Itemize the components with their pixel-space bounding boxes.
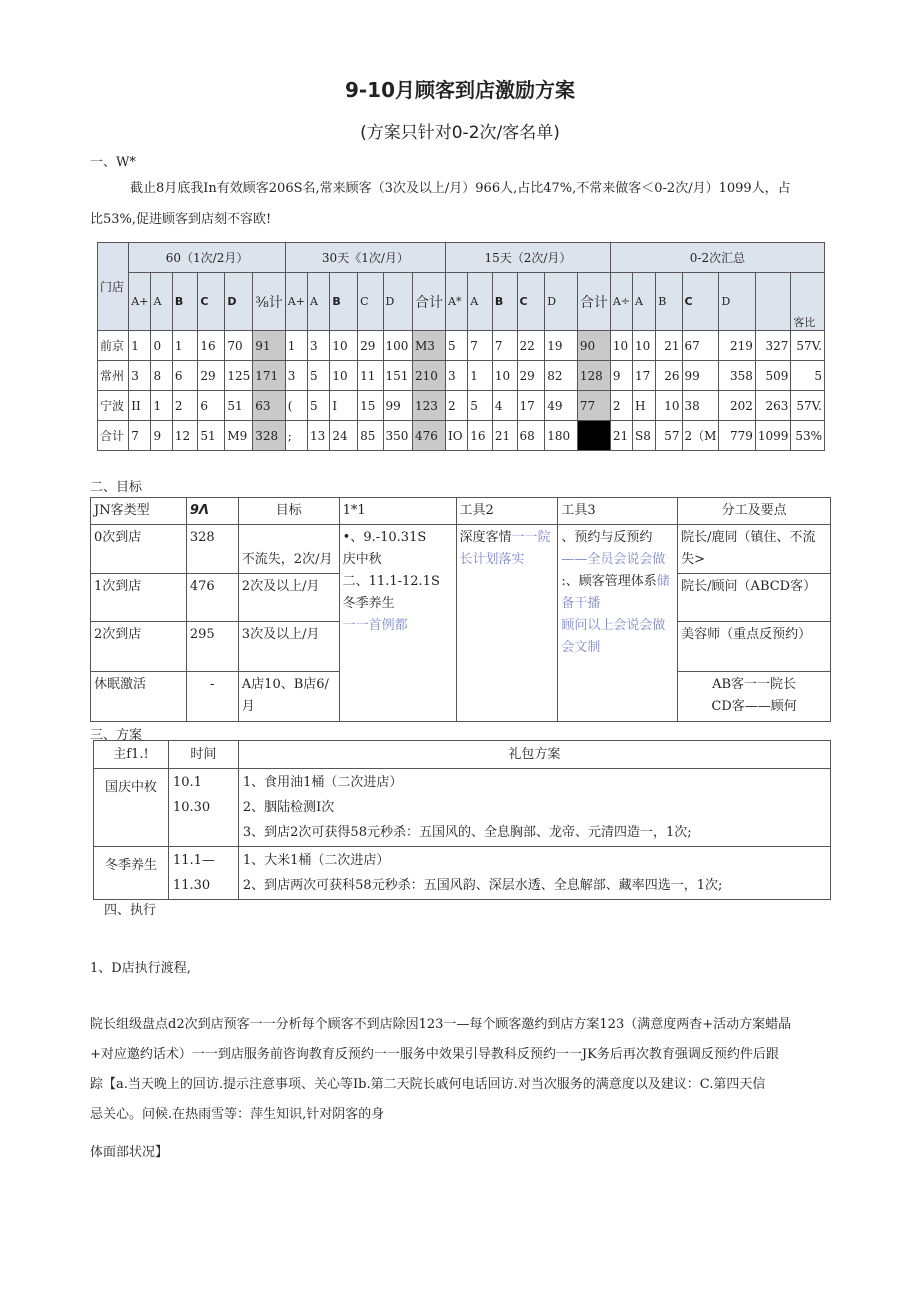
stats-cell: 51 (198, 421, 225, 451)
plan-item: 2、到店两次可获科58元秒杀：五国风韵、深层水透、全息解部、藏率四选一，1次; (242, 878, 723, 893)
stats-cell: 779 (719, 421, 755, 451)
exec-last-line: 体面部状况】 (90, 1145, 169, 1160)
stats-cell: 51 (225, 391, 253, 421)
stats-cell: 63 (253, 391, 286, 421)
col-header: B (656, 273, 682, 331)
stats-cell: 100 (383, 331, 413, 361)
goal-col-header: 分工及要点 (678, 498, 831, 525)
stats-cell: ; (285, 421, 307, 451)
stats-cell: 5 (307, 391, 329, 421)
col-header: A (633, 273, 656, 331)
page-title: 9-10月顾客到店激励方案 (344, 78, 576, 102)
stats-cell: 202 (719, 391, 755, 421)
stats-cell: 49 (545, 391, 578, 421)
col-header: C (198, 273, 225, 331)
stats-cell: 210 (413, 361, 446, 391)
col-header (755, 273, 791, 331)
stats-cell: 99 (682, 361, 719, 391)
stats-cell: 16 (198, 331, 225, 361)
col-header: A* (446, 273, 468, 331)
exec-line: 踪【a.当天晚上的回访.提示注意事项、关心等Ib.第二天院长戚何电话回访.对当次服务的满意度以及建议：C.第四天信 (90, 1077, 766, 1092)
stats-cell: 22 (517, 331, 545, 361)
plan-items (238, 847, 830, 900)
plan-theme: 国庆中枚 (94, 769, 169, 847)
stats-cell: ( (285, 391, 307, 421)
stats-cell: 509 (755, 361, 791, 391)
stats-cell: 38 (682, 391, 719, 421)
stats-cell: 12 (172, 421, 197, 451)
plan-item: 1、食用油1桶（二次进店） (242, 775, 403, 790)
stats-cell: 1 (129, 331, 151, 361)
store-name: 常州 (98, 361, 129, 391)
goal-col-header: 1*1 (339, 498, 456, 525)
plan-time-line: 10.30 (172, 800, 211, 815)
stats-cell: 1 (468, 361, 493, 391)
goal-target: 2次及以上/月 (238, 574, 339, 622)
col-header: D (719, 273, 755, 331)
col-header: B (492, 273, 517, 331)
intro-paragraph-line1: 截止8月底我In有效顾客206S名,常来顾客（3次及以上/月）966人,占比47%,不常来做客＜0-2次/月）1099人，占 (130, 181, 791, 196)
col-header: B (330, 273, 358, 331)
section-heading-1: 一、W* (90, 155, 136, 170)
stats-cell: M9 (225, 421, 253, 451)
goal-type: 休眠激活 (91, 672, 187, 722)
stats-cell: 3 (129, 361, 151, 391)
plan-item: 2、胭陆检测I次 (242, 800, 335, 815)
exec-paragraph (90, 1010, 830, 1130)
plan-item: 1、大米1桶（二次进店） (242, 853, 390, 868)
stats-cell: IO (446, 421, 468, 451)
stats-cell: 327 (755, 331, 791, 361)
tool3-line: 、预约与反预约 (561, 530, 653, 545)
stats-cell: 19 (545, 331, 578, 361)
stats-cell: 10 (633, 331, 656, 361)
col-header: A (307, 273, 329, 331)
col-header: D (225, 273, 253, 331)
stats-cell: S8 (633, 421, 656, 451)
section-heading-4: 四、执行 (104, 903, 157, 918)
stats-cell: 21 (610, 421, 632, 451)
stats-cell: 53% (791, 421, 825, 451)
goal-col-header: JN客类型 (91, 498, 187, 525)
goal-target: A店10、B店6/月 (238, 672, 339, 722)
store-name: 前京 (98, 331, 129, 361)
stats-cell: 21 (492, 421, 517, 451)
plan-col-header: 礼包方案 (238, 741, 830, 769)
plan-time-line: 11.30 (172, 878, 211, 893)
col-header: D (383, 273, 413, 331)
goal-num: - (186, 672, 238, 722)
stats-cell: 350 (383, 421, 413, 451)
stats-cell: 476 (413, 421, 446, 451)
plan-time (168, 769, 238, 847)
stats-cell: 9 (610, 361, 632, 391)
stats-cell: 21 (656, 331, 682, 361)
stats-cell: 7 (468, 331, 493, 361)
goal-type: 2次到店 (91, 622, 187, 672)
stats-cell: 17 (633, 361, 656, 391)
page-subtitle: (方案只针对0-2次/客名单) (360, 123, 560, 143)
plan-item: 3、到店2次可获得58元秒杀：五国风的、全息胸部、龙帝、元清四造一，1次; (242, 825, 692, 840)
stats-row (98, 331, 825, 361)
stats-cell: 5 (791, 361, 825, 391)
col-header: C (358, 273, 383, 331)
stats-cell: 57V. (791, 391, 825, 421)
col-header: B (172, 273, 197, 331)
col-header: C (682, 273, 719, 331)
stats-cell: 57 (656, 421, 682, 451)
col-header: 合计 (577, 273, 610, 331)
tool1-line: 一一首例都 (342, 618, 408, 633)
tool2-blue-text: 一一院长计划落实 (459, 530, 551, 567)
stats-cell: 128 (577, 361, 610, 391)
stats-cell: 2 (610, 391, 632, 421)
plan-time-line: 10.1 (172, 775, 202, 790)
stats-cell: 26 (656, 361, 682, 391)
goal-duty: 美容师（重点反预约） (678, 622, 831, 672)
plan-col-header: 主f1.! (94, 741, 169, 769)
stats-cell: 82 (545, 361, 578, 391)
stats-cell: 3 (446, 361, 468, 391)
section-heading-3: 三、方案 (90, 728, 143, 743)
stats-cell: 3 (307, 331, 329, 361)
stats-cell: 123 (413, 391, 446, 421)
stats-cell: 4 (492, 391, 517, 421)
stats-row (98, 361, 825, 391)
goal-duty (678, 672, 831, 722)
stats-cell: 1 (172, 331, 197, 361)
stats-cell: 9 (151, 421, 172, 451)
stats-cell: 8 (151, 361, 172, 391)
stats-cell: 85 (358, 421, 383, 451)
stats-cell: 77 (577, 391, 610, 421)
plan-table (93, 740, 831, 900)
col-header: 合计 (413, 273, 446, 331)
stats-cell: 1 (285, 331, 307, 361)
store-header: 门店 (98, 243, 129, 331)
duty-line: CD客——顾何 (711, 699, 797, 714)
tool3-line: 顾问以上会说会做会文制 (561, 618, 666, 655)
stats-cell: I (330, 391, 358, 421)
goal-duty: 院长/鹿同（镇住、不流失> (678, 525, 831, 574)
goal-tool1 (339, 525, 456, 722)
stats-cell: 11 (358, 361, 383, 391)
stats-cell: 358 (719, 361, 755, 391)
goal-col-header: 工具3 (558, 498, 678, 525)
stats-cell: 10 (610, 331, 632, 361)
stats-cell: 10 (492, 361, 517, 391)
stats-row (98, 391, 825, 421)
stats-cell: 2 (172, 391, 197, 421)
goal-col-header: 目标 (238, 498, 339, 525)
goal-tool2 (456, 525, 558, 722)
tool3-blue-text: 储备干播 (561, 574, 670, 611)
stats-cell: 68 (517, 421, 545, 451)
tool2-text: 深度客情 (459, 530, 512, 545)
tool1-line: 冬季养生 (342, 596, 395, 611)
col-header: 客比 (791, 273, 825, 331)
col-header: A (151, 273, 172, 331)
stats-cell (577, 421, 610, 451)
stats-cell: 29 (358, 331, 383, 361)
exec-subheading: 1、D店执行渡程, (90, 961, 191, 976)
stats-cell: 29 (198, 361, 225, 391)
goal-target: 不流失，2次/月 (238, 525, 339, 574)
stats-cell: 6 (172, 361, 197, 391)
goal-num: 295 (186, 622, 238, 672)
stats-cell: 171 (253, 361, 286, 391)
tool3-line (561, 571, 674, 615)
stats-cell: M3 (413, 331, 446, 361)
goal-num: 328 (186, 525, 238, 574)
group-header: 30天《1次/月） (285, 243, 445, 273)
goal-type: 0次到店 (91, 525, 187, 574)
goal-tool3 (558, 525, 678, 722)
plan-theme: 冬季养生 (94, 847, 169, 900)
goal-num: 476 (186, 574, 238, 622)
col-header: A (468, 273, 493, 331)
goal-duty: 院长/顾问（ABCD客） (678, 574, 831, 622)
stats-cell: 16 (468, 421, 493, 451)
stats-cell: 5 (468, 391, 493, 421)
stats-cell: 328 (253, 421, 286, 451)
tool1-line: •、9.-10.31S (342, 530, 427, 545)
col-header: A+ (129, 273, 151, 331)
stats-cell: 29 (517, 361, 545, 391)
stats-cell: II (129, 391, 151, 421)
stats-cell: 2 (446, 391, 468, 421)
stats-cell: 57V. (791, 331, 825, 361)
tool3-text: :、顾客管理体系 (561, 574, 657, 589)
stats-cell: 3 (285, 361, 307, 391)
tool1-line: 二、11.1-12.1S (342, 574, 440, 589)
stats-table (97, 242, 825, 451)
goal-col-header: 工具2 (456, 498, 558, 525)
stats-cell: 0 (151, 331, 172, 361)
stats-cell: 10 (330, 361, 358, 391)
stats-cell: 10 (330, 331, 358, 361)
stats-cell: 5 (446, 331, 468, 361)
tool1-line: 庆中秋 (342, 552, 382, 567)
section-heading-2: 二、目标 (90, 480, 143, 495)
plan-col-header: 时间 (168, 741, 238, 769)
col-header: A÷ (610, 273, 632, 331)
plan-items (238, 769, 830, 847)
goal-table (90, 497, 831, 722)
stats-cell: 67 (682, 331, 719, 361)
stats-cell: 99 (383, 391, 413, 421)
col-header: A+ (285, 273, 307, 331)
stats-row (98, 421, 825, 451)
stats-cell: 6 (198, 391, 225, 421)
group-header: 15天（2次/月） (446, 243, 611, 273)
stats-cell: 125 (225, 361, 253, 391)
goal-type: 1次到店 (91, 574, 187, 622)
stats-cell: 90 (577, 331, 610, 361)
exec-line: 院长组级盘点d2次到店预客一一分析每个顾客不到店除因123一—每个顾客邀约到店方案123（满意度两杳+活动方案蜡晶 (90, 1017, 792, 1032)
stats-cell: 2（M (682, 421, 719, 451)
stats-cell: 151 (383, 361, 413, 391)
stats-cell: 219 (719, 331, 755, 361)
stats-cell: 7 (129, 421, 151, 451)
goal-col-header: 9Λ (186, 498, 238, 525)
intro-paragraph-line2: 比53%,促进顾客到店刻不容欧! (90, 212, 272, 227)
group-header: 60（1次/2月） (129, 243, 286, 273)
stats-cell: 5 (307, 361, 329, 391)
stats-cell: 91 (253, 331, 286, 361)
stats-cell: 24 (330, 421, 358, 451)
col-header: ⅜计 (253, 273, 286, 331)
duty-line: AB客一一院长 (712, 677, 797, 692)
plan-time (168, 847, 238, 900)
stats-cell: H (633, 391, 656, 421)
stats-cell: 17 (517, 391, 545, 421)
stats-cell: 263 (755, 391, 791, 421)
stats-cell: 180 (545, 421, 578, 451)
stats-cell: 1 (151, 391, 172, 421)
tool3-line: ——全员会说会做 (561, 552, 666, 567)
col-header: D (545, 273, 578, 331)
stats-cell: 70 (225, 331, 253, 361)
col-header: C (517, 273, 545, 331)
stats-cell: 1099 (755, 421, 791, 451)
group-header: 0-2次汇总 (610, 243, 824, 273)
exec-line: 忌关心。问候.在热雨雪等：萍生知识,针对阴客的身 (90, 1107, 385, 1122)
stats-cell: 7 (492, 331, 517, 361)
exec-line: +对应邀约话术）一一到店服务前咨询教育反预约一一服务中效果引导教科反预约一一JK务后再次教育强调反预约件后跟 (90, 1047, 779, 1062)
stats-cell: 10 (656, 391, 682, 421)
goal-target: 3次及以上/月 (238, 622, 339, 672)
store-name: 宁波 (98, 391, 129, 421)
store-name: 合计 (98, 421, 129, 451)
plan-time-line: 11.1— (172, 853, 215, 868)
stats-cell: 15 (358, 391, 383, 421)
stats-cell: 13 (307, 421, 329, 451)
